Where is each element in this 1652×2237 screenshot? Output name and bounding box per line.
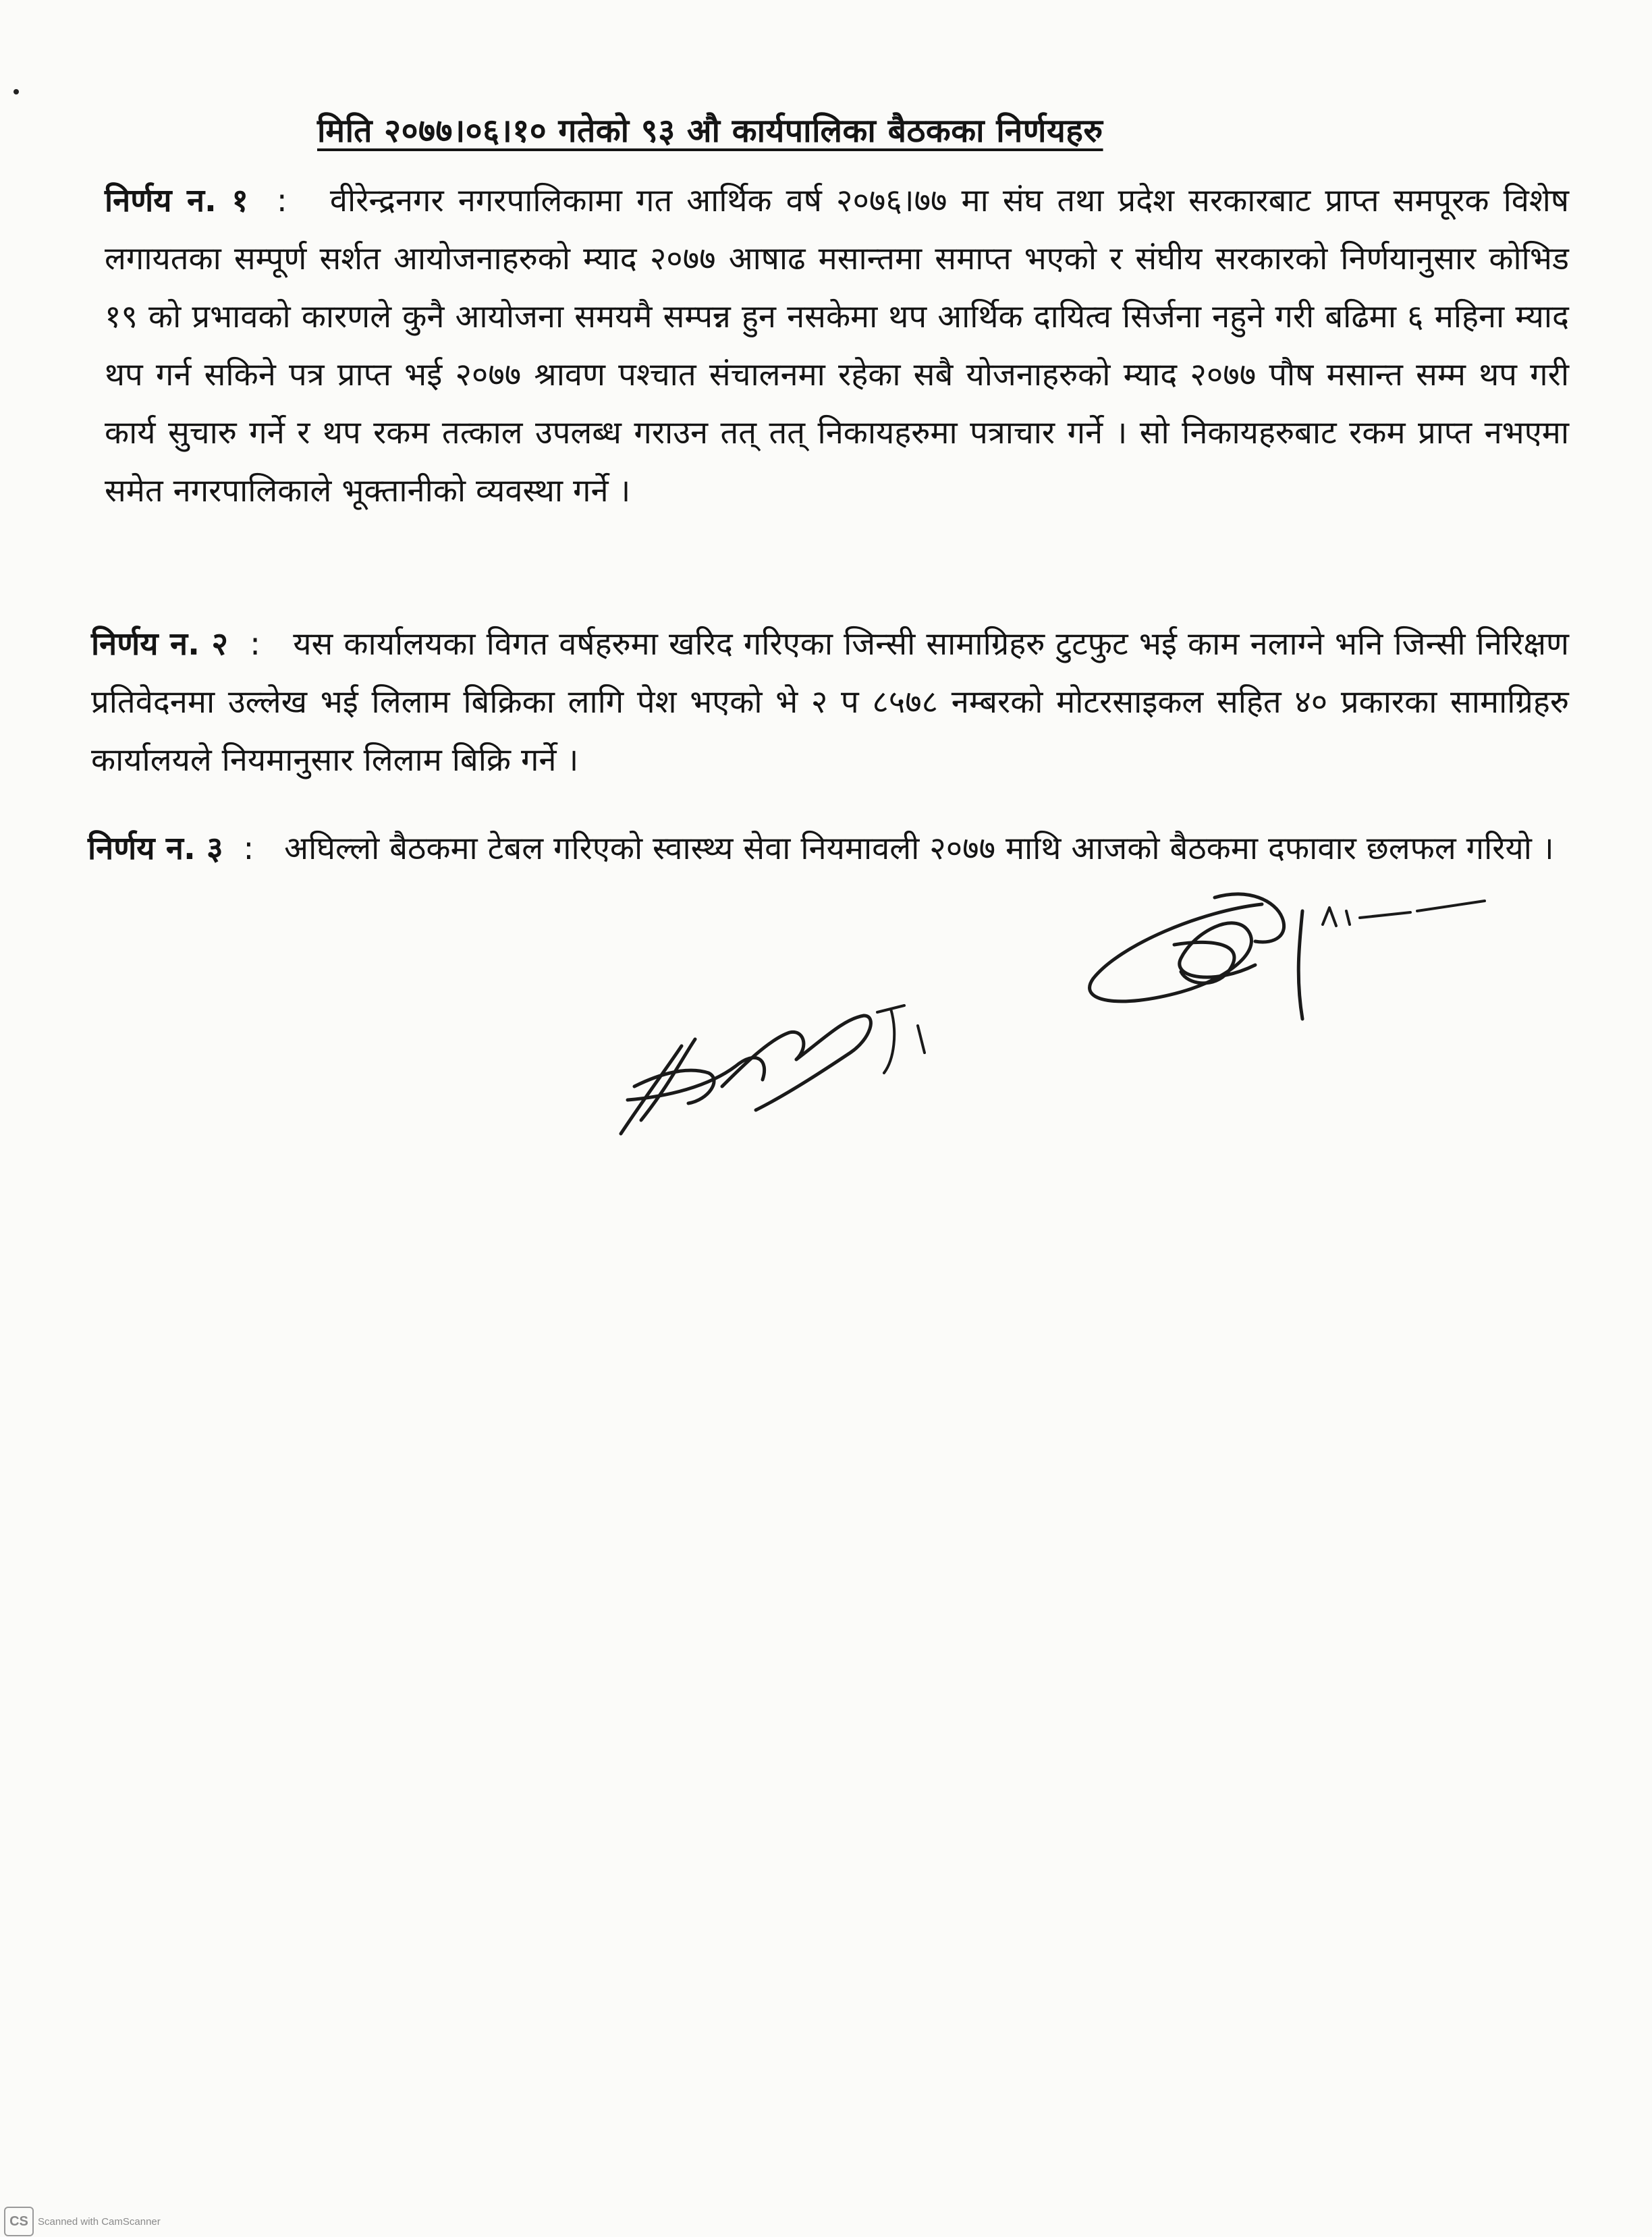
camscanner-logo-icon: CS — [4, 2207, 34, 2236]
document-title: मिति २०७७।०६।१० गतेको ९३ औ कार्यपालिका बैठकका निर्णयहरु — [317, 112, 1103, 150]
signature-left — [607, 985, 958, 1147]
decision-2-separator: : — [239, 626, 283, 663]
decision-3-text: अघिल्लो बैठकमा टेबल गरिएको स्वास्थ्य सेवा नियमावली २०७७ माथि आजको बैठकमा दफावार छलफल गरियो । — [284, 830, 1554, 867]
decision-2-label: निर्णय न. २ — [91, 626, 228, 663]
decision-3-label: निर्णय न. ३ — [88, 830, 223, 867]
decision-1-text: वीरेन्द्रनगर नगरपालिकामा गत आर्थिक वर्ष २०७६।७७ मा संघ तथा प्रदेश सरकारबाट प्राप्त समपूरक विशेष लगायतका सम्पूर्ण सर्शत आयोजनाहरुको म्याद २०७७ आषाढ मसान्तमा समाप्त भएको र संघीय सरकारको निर्णयानुसार कोभिड १९ को प्रभावको कारणले कुनै आयोजना समयमै सम्पन्न हुन नसकेमा थप आर्थिक दायित्व सिर्जना नहुने गरी बढिमा ६ महिना म्याद थप गर्न सकिने पत्र प्राप्त भई २०७७ श्रावण पश्चात संचालनमा रहेका सबै योजनाहरुको म्याद २०७७ पौष मसान्त सम्म थप गरी कार्य सुचारु गर्ने र थप रकम तत्काल उपलब्ध गराउन तत् तत् निकायहरुमा पत्राचार गर्ने । सो निकायहरुबाट रकम प्राप्त नभएमा समेत नगरपालिकाले भूक्तानीको व्यवस्था गर्ने । — [105, 182, 1569, 509]
decision-1 — [105, 172, 1569, 520]
decision-2-text: यस कार्यालयका विगत वर्षहरुमा खरिद गरिएका जिन्सी सामाग्रिहरु टुटफुट भई काम नलाग्ने भनि जिन्सी निरिक्षण प्रतिवेदनमा उल्लेख भई लिलाम बिक्रिका लागि पेश भएको भे २ प ८५७८ नम्बरको मोटरसाइकल सहित ४० प्रकारका सामाग्रिहरु कार्यालयले नियमानुसार लिलाम बिक्रि गर्ने । — [91, 626, 1569, 779]
decision-3-separator: : — [233, 830, 275, 867]
scanner-footer-text: Scanned with CamScanner — [38, 2215, 161, 2228]
decision-3 — [88, 820, 1579, 878]
decision-1-label: निर्णय न. १ — [105, 182, 248, 219]
scan-speck — [13, 89, 19, 94]
decision-2 — [91, 615, 1569, 790]
decision-1-separator: : — [262, 182, 316, 219]
scanner-footer — [4, 2207, 161, 2236]
signature-right — [1080, 871, 1512, 1039]
